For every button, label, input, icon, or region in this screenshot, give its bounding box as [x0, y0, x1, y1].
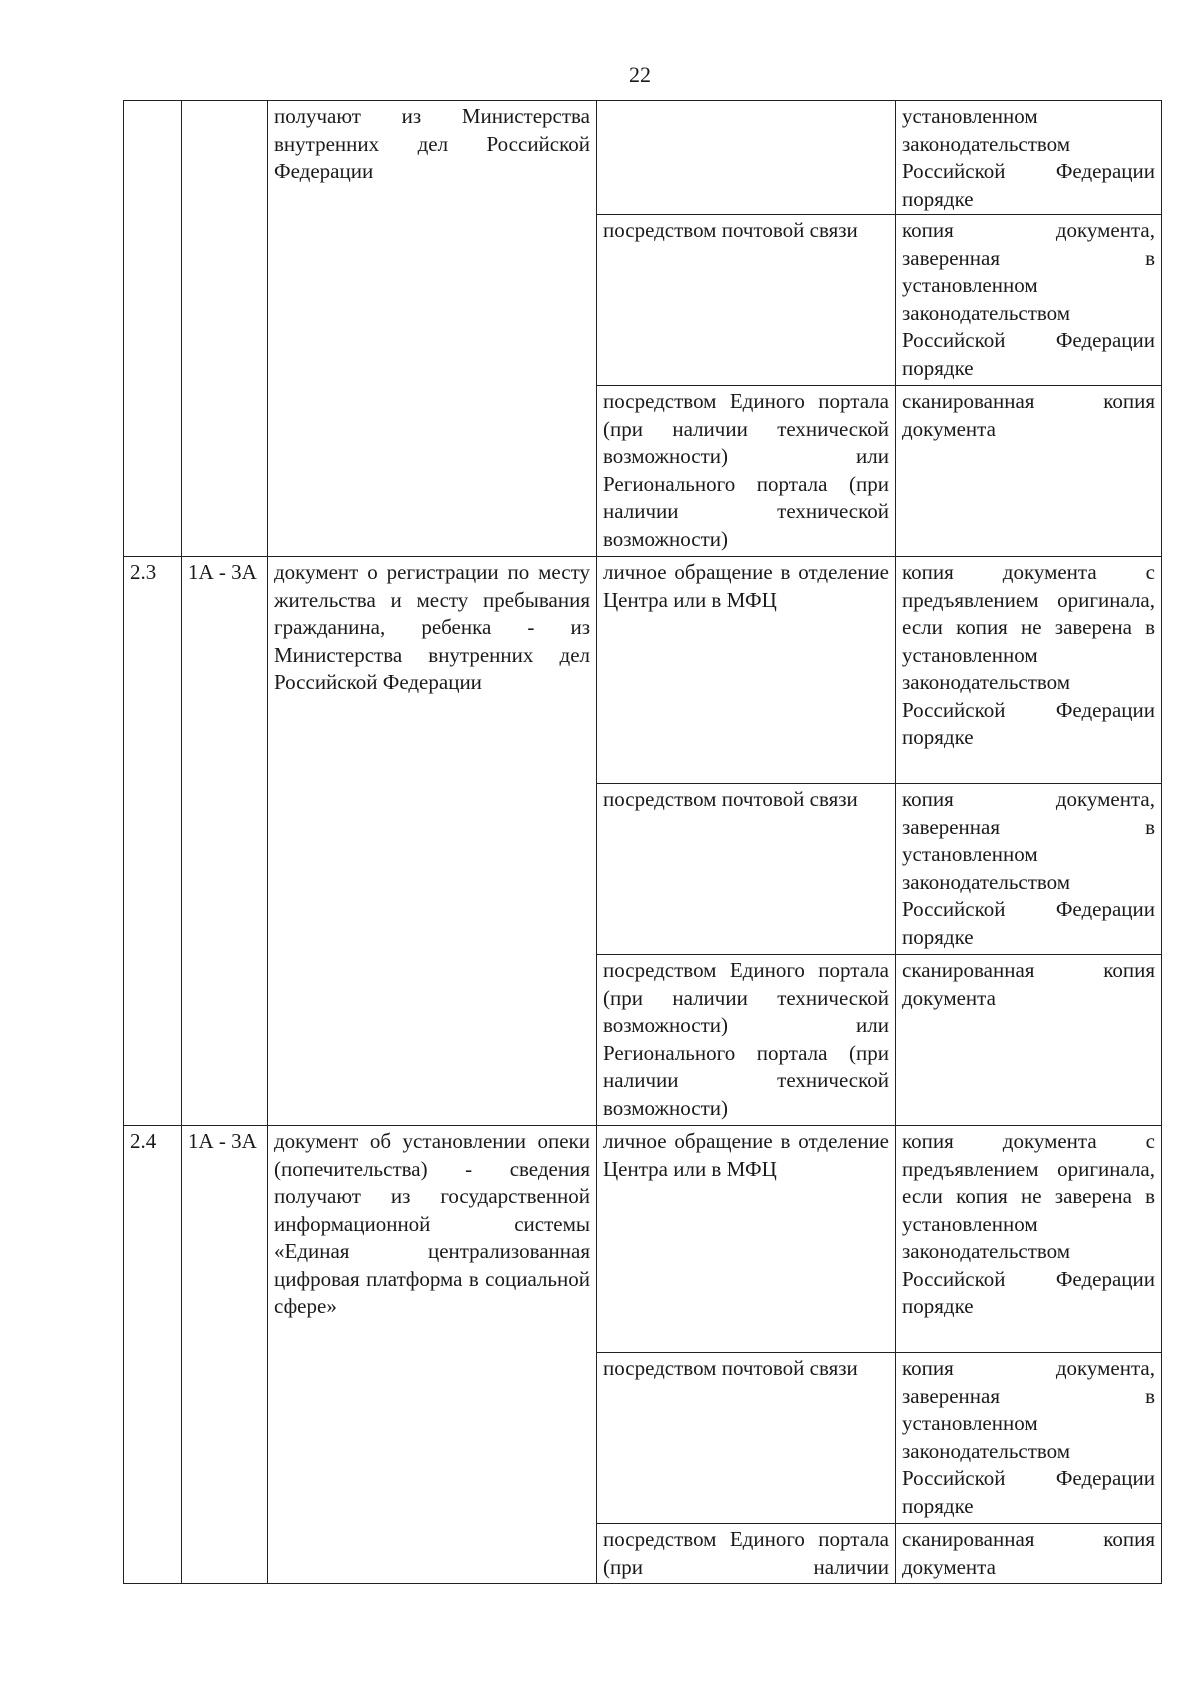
- document-cell: документ о регистрации по месту жительства и месту пребывания гражданина, ребенка - из Министерства внутренних дел Российской Федерации: [268, 557, 597, 1126]
- method-cell: личное обращение в отделение Центра или в МФЦ: [597, 1126, 896, 1353]
- method-cell: посредством почтовой связи: [597, 784, 896, 955]
- form-cell: сканированная копия документа: [896, 955, 1162, 1126]
- table-row: [124, 1126, 1162, 1353]
- method-cell: посредством почтовой связи: [597, 1353, 896, 1524]
- row-number-cell: [124, 101, 182, 557]
- table-row: [124, 557, 1162, 784]
- form-cell: установленном законодательством Российской Федерации порядке: [896, 101, 1162, 215]
- row-number-cell: 2.4: [124, 1126, 182, 1584]
- form-cell: копия документа, заверенная в установленном законодательством Российской Федерации порядке: [896, 784, 1162, 955]
- method-cell: посредством Единого портала (при наличии технической возможности) или Регионального портала (при наличии технической возможности): [597, 955, 896, 1126]
- documents-table: [123, 100, 1162, 1584]
- category-code-cell: 1А - 3А: [182, 557, 268, 1126]
- method-cell: посредством Единого портала (при наличии: [597, 1524, 896, 1584]
- method-cell: [597, 101, 896, 215]
- form-cell: сканированная копия документа: [896, 1524, 1162, 1584]
- category-code-cell: [182, 101, 268, 557]
- category-code-cell: 1А - 3А: [182, 1126, 268, 1584]
- page-number: 22: [629, 62, 651, 87]
- document-cell: документ об установлении опеки (попечительства) - сведения получают из государственной информационной системы «Единая централизованная цифровая платформа в социальной сфере»: [268, 1126, 597, 1584]
- method-cell: посредством Единого портала (при наличии технической возможности) или Регионального портала (при наличии технической возможности): [597, 386, 896, 557]
- table-row: [124, 101, 1162, 215]
- form-cell: копия документа с предъявлением оригинала, если копия не заверена в установленном законодательством Российской Федерации порядке: [896, 1126, 1162, 1353]
- method-cell: личное обращение в отделение Центра или в МФЦ: [597, 557, 896, 784]
- form-cell: копия документа, заверенная в установленном законодательством Российской Федерации порядке: [896, 215, 1162, 386]
- form-cell: копия документа с предъявлением оригинала, если копия не заверена в установленном законодательством Российской Федерации порядке: [896, 557, 1162, 784]
- document-cell: получают из Министерства внутренних дел Российской Федерации: [268, 101, 597, 557]
- method-cell: посредством почтовой связи: [597, 215, 896, 386]
- form-cell: копия документа, заверенная в установленном законодательством Российской Федерации порядке: [896, 1353, 1162, 1524]
- form-cell: сканированная копия документа: [896, 386, 1162, 557]
- row-number-cell: 2.3: [124, 557, 182, 1126]
